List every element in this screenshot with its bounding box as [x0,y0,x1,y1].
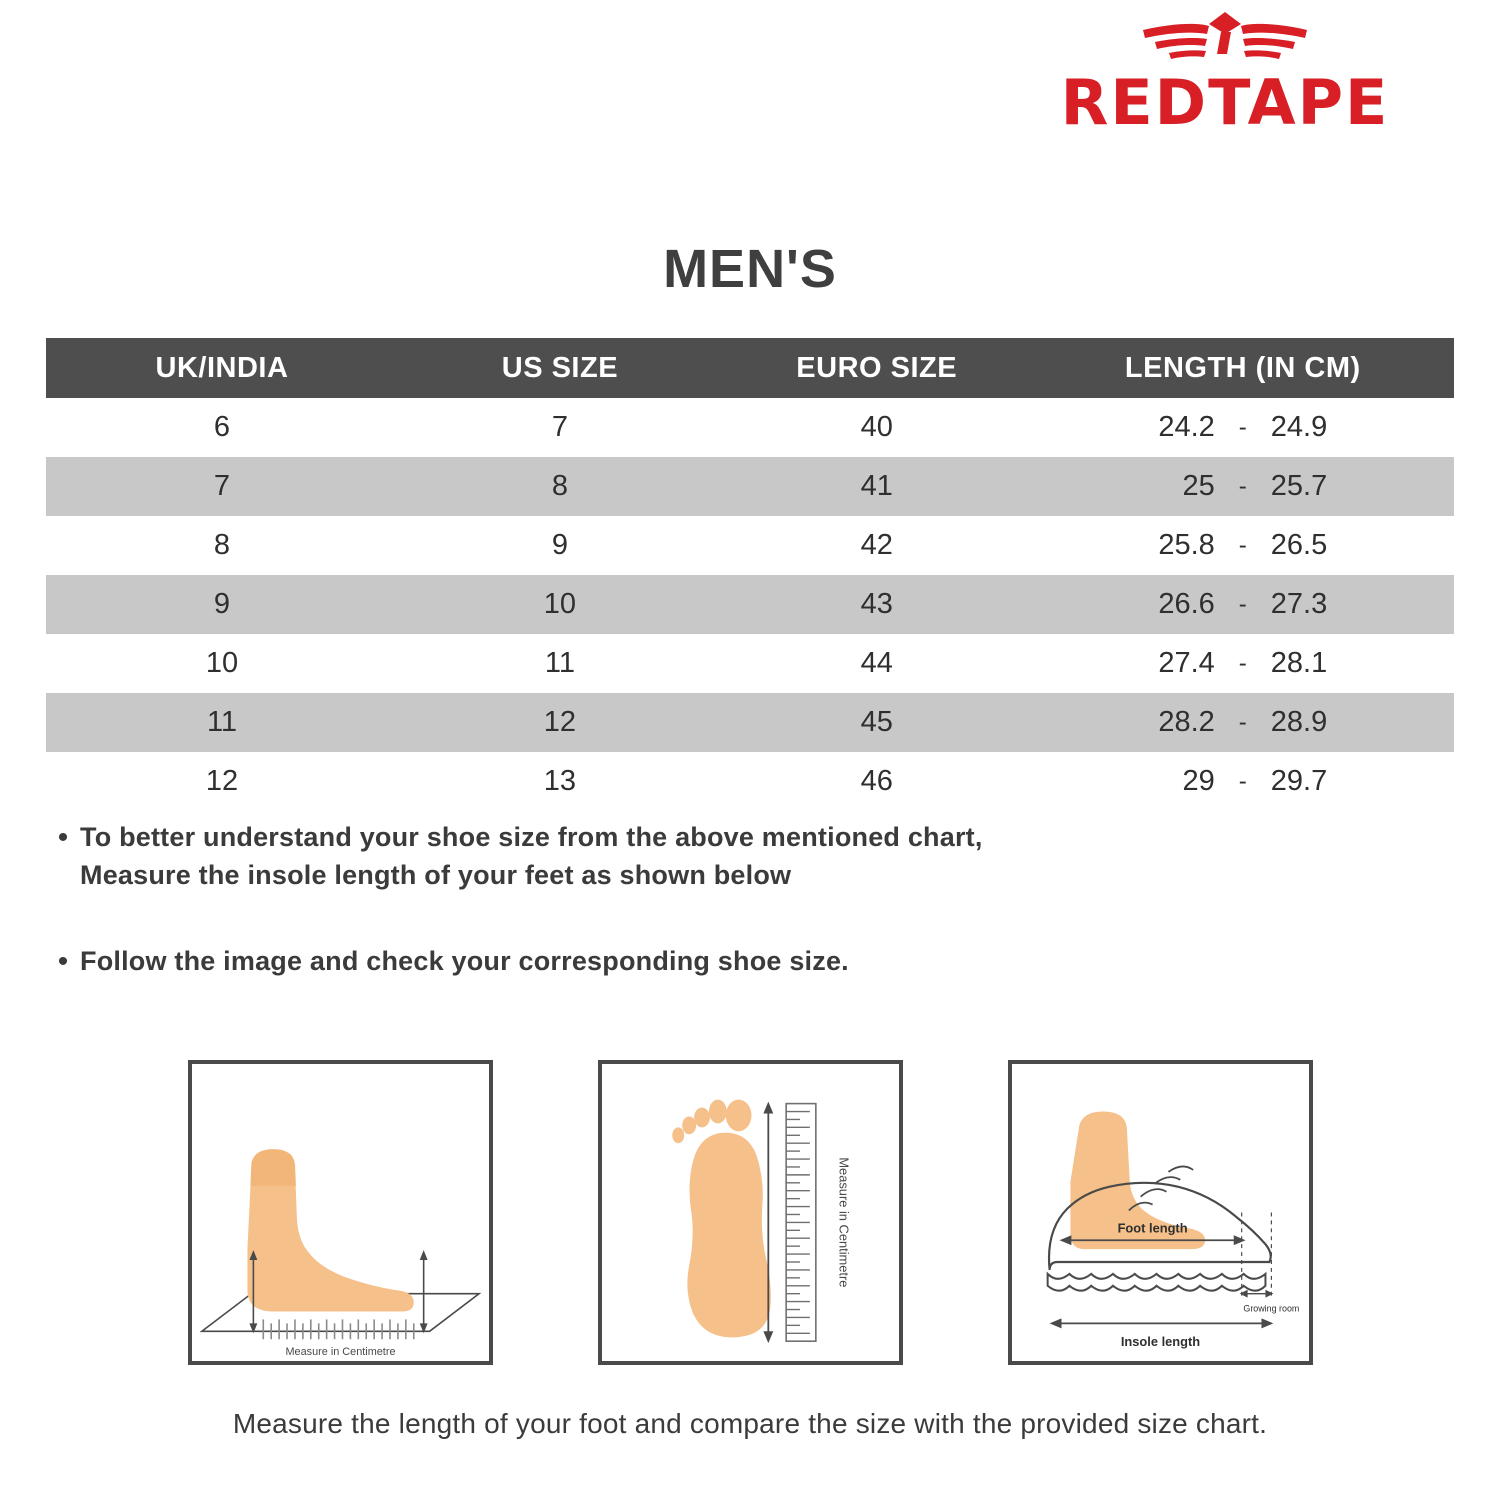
cell-length [1032,516,1454,575]
cell-us: 10 [398,575,722,634]
brand-wordmark: REDTAPE [1060,66,1390,139]
cell-length [1032,575,1454,634]
list-item [46,942,1346,982]
page-title: MEN'S [663,239,837,299]
bullet-line-1: Follow the image and check your corresponding shoe size. [80,946,849,976]
label-insole-length: Insole length [1120,1334,1200,1350]
length-dash: - [1238,767,1247,795]
figure-caption-1: Measure in Centimetre [284,1346,396,1359]
length-max: 28.1 [1270,647,1328,679]
bullet-line-1: To better understand your shoe size from the above mentioned chart, [80,822,983,852]
bullet-dot-icon: • [57,821,69,854]
cell-uk: 11 [46,693,398,752]
cell-euro: 45 [722,693,1032,752]
cell-uk: 6 [213,411,231,443]
col-header-us: US SIZE [398,338,722,398]
cell-length [1032,457,1454,516]
bullet-text [80,942,849,980]
length-min: 28.2 [1158,706,1215,738]
length-min: 24.2 [1158,411,1215,443]
brand-logo [990,8,1460,139]
col-header-euro: EURO SIZE [722,338,1032,398]
cell-euro: 44 [860,647,893,679]
label-foot-length: Foot length [1117,1220,1188,1236]
figure-row [0,1060,1500,1365]
table-header-row [46,338,1454,398]
length-dash: - [1238,649,1247,677]
cell-euro: 40 [860,411,893,443]
length-dash: - [1238,413,1247,441]
length-max: 25.7 [1270,470,1328,502]
sole-illustration [602,1064,899,1361]
cell-us: 13 [543,765,577,797]
length-max: 24.9 [1270,411,1328,443]
cell-length [1032,752,1454,811]
length-max: 26.5 [1270,529,1328,561]
col-header-length: LENGTH (IN CM) [1032,338,1454,398]
cell-uk: 8 [213,529,231,561]
table-row [46,516,1454,575]
length-min: 29 [1182,765,1215,797]
cell-us: 11 [544,647,575,679]
cell-uk: 9 [46,575,398,634]
cell-length [1032,398,1454,457]
cell-length [1032,693,1454,752]
table-row [46,752,1454,811]
table-row [46,457,1454,516]
cell-euro: 43 [722,575,1032,634]
length-min: 26.6 [1158,588,1215,620]
cell-uk: 10 [205,647,239,679]
figure-foot-sole-with-ruler [598,1060,903,1365]
cell-us: 9 [551,529,568,561]
length-min: 25.8 [1158,529,1215,561]
col-header-uk: UK/INDIA [46,338,398,398]
label-growing-room: Growing room [1242,1303,1299,1314]
bullet-text [80,818,983,894]
table-row [46,693,1454,752]
length-min: 27.4 [1158,647,1215,679]
length-max: 29.7 [1270,765,1328,797]
redtape-wings-icon [1135,8,1315,70]
figure-caption-2: Measure in Centimetre [836,1157,852,1288]
footer-note: Measure the length of your foot and compare the size with the provided size chart. [232,1408,1268,1439]
length-dash: - [1238,531,1247,559]
length-max: 28.9 [1270,706,1328,738]
table-row [46,398,1454,457]
cell-length [1032,634,1454,693]
bullet-dot-icon: • [57,945,69,978]
size-table [46,338,1454,811]
side-foot-illustration [192,1064,489,1361]
table-row [46,634,1454,693]
length-dash: - [1238,590,1247,618]
cell-us: 7 [551,411,568,443]
cell-euro: 46 [860,765,893,797]
cell-uk: 7 [46,457,398,516]
shoe-illustration [1012,1064,1309,1361]
cell-euro: 41 [722,457,1032,516]
cell-euro: 42 [860,529,893,561]
length-dash: - [1238,708,1247,736]
list-item [46,818,1346,894]
cell-uk: 12 [205,765,239,797]
length-min: 25 [1182,470,1215,502]
bullet-line-2: Measure the insole length of your feet as shown below [80,860,792,890]
instructions-list [46,818,1346,1008]
length-max: 27.3 [1270,588,1328,620]
table-row [46,575,1454,634]
cell-us: 12 [398,693,722,752]
figure-side-foot-on-ruler [188,1060,493,1365]
figure-shoe-cross-section [1008,1060,1313,1365]
length-dash: - [1238,472,1247,500]
cell-us: 8 [398,457,722,516]
